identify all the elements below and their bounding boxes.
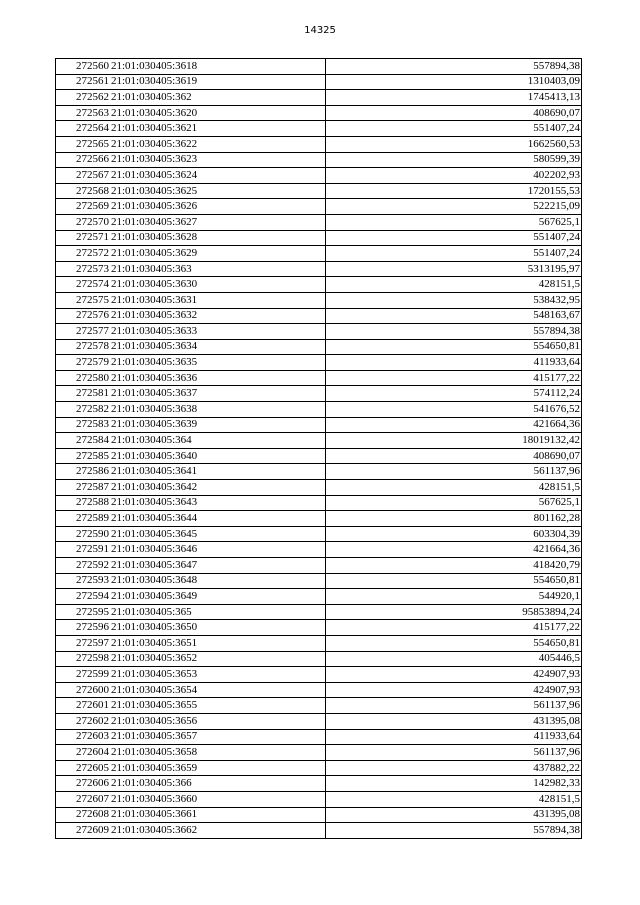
cadastral-value: 421664,36 xyxy=(326,417,582,433)
cadastral-number: 21:01:030405:3625 xyxy=(110,183,326,199)
row-id: 272561 xyxy=(56,74,111,90)
cadastral-number: 21:01:030405:3657 xyxy=(110,729,326,745)
row-id: 272606 xyxy=(56,776,111,792)
cadastral-number: 21:01:030405:3619 xyxy=(110,74,326,90)
row-id: 272588 xyxy=(56,495,111,511)
cadastral-value: 431395,08 xyxy=(326,807,582,823)
cadastral-number: 21:01:030405:3631 xyxy=(110,292,326,308)
cadastral-number: 21:01:030405:3628 xyxy=(110,230,326,246)
cadastral-value: 405446,5 xyxy=(326,651,582,667)
row-id: 272599 xyxy=(56,667,111,683)
cadastral-value: 801162,28 xyxy=(326,511,582,527)
row-id: 272564 xyxy=(56,121,111,137)
cadastral-number: 21:01:030405:3618 xyxy=(110,59,326,75)
table-row xyxy=(56,573,582,589)
cadastral-value: 544920,1 xyxy=(326,589,582,605)
cadastral-value: 1662560,53 xyxy=(326,136,582,152)
cadastral-value: 567625,1 xyxy=(326,214,582,230)
cadastral-value: 411933,64 xyxy=(326,355,582,371)
row-id: 272591 xyxy=(56,542,111,558)
cadastral-number: 21:01:030405:3632 xyxy=(110,308,326,324)
row-id: 272578 xyxy=(56,339,111,355)
table-row xyxy=(56,339,582,355)
cadastral-number: 21:01:030405:3622 xyxy=(110,136,326,152)
row-id: 272562 xyxy=(56,90,111,106)
cadastral-value: 431395,08 xyxy=(326,713,582,729)
cadastral-number: 21:01:030405:3656 xyxy=(110,713,326,729)
cadastral-value: 1720155,53 xyxy=(326,183,582,199)
cadastral-number: 21:01:030405:3642 xyxy=(110,480,326,496)
cadastral-value: 402202,93 xyxy=(326,168,582,184)
table-row xyxy=(56,542,582,558)
table-row xyxy=(56,152,582,168)
cadastral-value: 551407,24 xyxy=(326,246,582,262)
row-id: 272592 xyxy=(56,558,111,574)
row-id: 272576 xyxy=(56,308,111,324)
table-row xyxy=(56,791,582,807)
cadastral-value: 548163,67 xyxy=(326,308,582,324)
cadastral-number: 21:01:030405:3647 xyxy=(110,558,326,574)
table-row xyxy=(56,74,582,90)
row-id: 272596 xyxy=(56,620,111,636)
cadastral-value: 424907,93 xyxy=(326,682,582,698)
row-id: 272569 xyxy=(56,199,111,215)
row-id: 272566 xyxy=(56,152,111,168)
cadastral-value: 574112,24 xyxy=(326,386,582,402)
cadastral-value: 437882,22 xyxy=(326,760,582,776)
cadastral-value: 408690,07 xyxy=(326,105,582,121)
cadastral-number: 21:01:030405:3636 xyxy=(110,370,326,386)
table-row xyxy=(56,620,582,636)
table-row xyxy=(56,214,582,230)
table-row xyxy=(56,745,582,761)
row-id: 272590 xyxy=(56,526,111,542)
table-row xyxy=(56,136,582,152)
table-row xyxy=(56,682,582,698)
table-row xyxy=(56,635,582,651)
cadastral-number: 21:01:030405:3661 xyxy=(110,807,326,823)
table-row xyxy=(56,448,582,464)
table-row xyxy=(56,386,582,402)
table-row xyxy=(56,480,582,496)
table-row xyxy=(56,589,582,605)
table-row xyxy=(56,308,582,324)
cadastral-number: 21:01:030405:3638 xyxy=(110,402,326,418)
cadastral-value: 424907,93 xyxy=(326,667,582,683)
table-row xyxy=(56,59,582,75)
cadastral-value: 554650,81 xyxy=(326,339,582,355)
cadastral-value: 567625,1 xyxy=(326,495,582,511)
row-id: 272586 xyxy=(56,464,111,480)
cadastral-value: 428151,5 xyxy=(326,277,582,293)
table-row xyxy=(56,370,582,386)
row-id: 272605 xyxy=(56,760,111,776)
cadastral-number: 21:01:030405:3653 xyxy=(110,667,326,683)
row-id: 272607 xyxy=(56,791,111,807)
row-id: 272602 xyxy=(56,713,111,729)
row-id: 272560 xyxy=(56,59,111,75)
cadastral-number: 21:01:030405:363 xyxy=(110,261,326,277)
table-row xyxy=(56,807,582,823)
cadastral-value: 554650,81 xyxy=(326,573,582,589)
row-id: 272598 xyxy=(56,651,111,667)
table-row xyxy=(56,261,582,277)
table-row xyxy=(56,168,582,184)
table-row xyxy=(56,355,582,371)
cadastral-number: 21:01:030405:3640 xyxy=(110,448,326,464)
table-row xyxy=(56,604,582,620)
row-id: 272570 xyxy=(56,214,111,230)
cadastral-value: 561137,96 xyxy=(326,745,582,761)
cadastral-number: 21:01:030405:366 xyxy=(110,776,326,792)
cadastral-number: 21:01:030405:3659 xyxy=(110,760,326,776)
table-row xyxy=(56,199,582,215)
cadastral-value: 541676,52 xyxy=(326,402,582,418)
table-row xyxy=(56,417,582,433)
table-row xyxy=(56,277,582,293)
cadastral-number: 21:01:030405:3652 xyxy=(110,651,326,667)
cadastral-value: 418420,79 xyxy=(326,558,582,574)
row-id: 272585 xyxy=(56,448,111,464)
table-row xyxy=(56,433,582,449)
cadastral-value: 580599,39 xyxy=(326,152,582,168)
table-row xyxy=(56,698,582,714)
row-id: 272589 xyxy=(56,511,111,527)
row-id: 272594 xyxy=(56,589,111,605)
cadastral-value: 538432,95 xyxy=(326,292,582,308)
row-id: 272584 xyxy=(56,433,111,449)
row-id: 272567 xyxy=(56,168,111,184)
cadastral-value: 551407,24 xyxy=(326,230,582,246)
cadastral-number: 21:01:030405:3655 xyxy=(110,698,326,714)
cadastral-value: 557894,38 xyxy=(326,59,582,75)
row-id: 272575 xyxy=(56,292,111,308)
cadastral-number: 21:01:030405:3658 xyxy=(110,745,326,761)
table-row xyxy=(56,776,582,792)
row-id: 272603 xyxy=(56,729,111,745)
cadastral-value: 408690,07 xyxy=(326,448,582,464)
row-id: 272597 xyxy=(56,635,111,651)
row-id: 272581 xyxy=(56,386,111,402)
table-row xyxy=(56,495,582,511)
cadastral-value: 415177,22 xyxy=(326,620,582,636)
table-row xyxy=(56,729,582,745)
cadastral-value: 561137,96 xyxy=(326,698,582,714)
table-row xyxy=(56,121,582,137)
row-id: 272573 xyxy=(56,261,111,277)
row-id: 272609 xyxy=(56,823,111,839)
cadastral-value: 142982,33 xyxy=(326,776,582,792)
cadastral-value: 603304,39 xyxy=(326,526,582,542)
table-row xyxy=(56,324,582,340)
cadastral-number: 21:01:030405:3633 xyxy=(110,324,326,340)
cadastral-value: 18019132,42 xyxy=(326,433,582,449)
row-id: 272601 xyxy=(56,698,111,714)
table-row xyxy=(56,183,582,199)
table-row xyxy=(56,90,582,106)
cadastral-number: 21:01:030405:3635 xyxy=(110,355,326,371)
cadastral-number: 21:01:030405:3649 xyxy=(110,589,326,605)
cadastral-number: 21:01:030405:3648 xyxy=(110,573,326,589)
cadastral-number: 21:01:030405:3641 xyxy=(110,464,326,480)
row-id: 272571 xyxy=(56,230,111,246)
table-row xyxy=(56,558,582,574)
table-row xyxy=(56,823,582,839)
table-body xyxy=(56,59,582,839)
cadastral-number: 21:01:030405:3654 xyxy=(110,682,326,698)
row-id: 272563 xyxy=(56,105,111,121)
table-row xyxy=(56,292,582,308)
row-id: 272582 xyxy=(56,402,111,418)
page-number: 14325 xyxy=(304,25,336,36)
cadastral-number: 21:01:030405:3623 xyxy=(110,152,326,168)
cadastral-number: 21:01:030405:3639 xyxy=(110,417,326,433)
cadastral-number: 21:01:030405:3650 xyxy=(110,620,326,636)
row-id: 272580 xyxy=(56,370,111,386)
table-row xyxy=(56,651,582,667)
row-id: 272600 xyxy=(56,682,111,698)
cadastral-value: 1745413,13 xyxy=(326,90,582,106)
row-id: 272568 xyxy=(56,183,111,199)
cadastral-number: 21:01:030405:3624 xyxy=(110,168,326,184)
cadastral-value: 557894,38 xyxy=(326,324,582,340)
cadastral-number: 21:01:030405:3634 xyxy=(110,339,326,355)
table-row xyxy=(56,713,582,729)
table-row xyxy=(56,667,582,683)
cadastral-value: 554650,81 xyxy=(326,635,582,651)
cadastral-value: 551407,24 xyxy=(326,121,582,137)
cadastral-value: 428151,5 xyxy=(326,791,582,807)
row-id: 272579 xyxy=(56,355,111,371)
cadastral-number: 21:01:030405:3627 xyxy=(110,214,326,230)
table-row xyxy=(56,511,582,527)
cadastral-number: 21:01:030405:3637 xyxy=(110,386,326,402)
table-row xyxy=(56,464,582,480)
cadastral-value: 561137,96 xyxy=(326,464,582,480)
cadastral-number: 21:01:030405:362 xyxy=(110,90,326,106)
table-row xyxy=(56,230,582,246)
cadastral-value: 522215,09 xyxy=(326,199,582,215)
table-row xyxy=(56,246,582,262)
cadastral-value: 95853894,24 xyxy=(326,604,582,620)
cadastral-number: 21:01:030405:3626 xyxy=(110,199,326,215)
row-id: 272574 xyxy=(56,277,111,293)
cadastral-number: 21:01:030405:3629 xyxy=(110,246,326,262)
row-id: 272572 xyxy=(56,246,111,262)
table-row xyxy=(56,760,582,776)
cadastral-number: 21:01:030405:3643 xyxy=(110,495,326,511)
row-id: 272577 xyxy=(56,324,111,340)
row-id: 272593 xyxy=(56,573,111,589)
cadastral-number: 21:01:030405:3621 xyxy=(110,121,326,137)
cadastral-number: 21:01:030405:3646 xyxy=(110,542,326,558)
cadastral-value: 1310403,09 xyxy=(326,74,582,90)
table-row xyxy=(56,526,582,542)
cadastral-number: 21:01:030405:3645 xyxy=(110,526,326,542)
cadastral-number: 21:01:030405:365 xyxy=(110,604,326,620)
cadastral-value: 411933,64 xyxy=(326,729,582,745)
table-row xyxy=(56,105,582,121)
row-id: 272595 xyxy=(56,604,111,620)
cadastral-number: 21:01:030405:3644 xyxy=(110,511,326,527)
cadastral-number: 21:01:030405:364 xyxy=(110,433,326,449)
cadastral-number: 21:01:030405:3660 xyxy=(110,791,326,807)
cadastral-value-table xyxy=(55,58,582,839)
cadastral-number: 21:01:030405:3620 xyxy=(110,105,326,121)
cadastral-number: 21:01:030405:3662 xyxy=(110,823,326,839)
table-row xyxy=(56,402,582,418)
cadastral-number: 21:01:030405:3630 xyxy=(110,277,326,293)
row-id: 272587 xyxy=(56,480,111,496)
row-id: 272565 xyxy=(56,136,111,152)
cadastral-number: 21:01:030405:3651 xyxy=(110,635,326,651)
cadastral-value: 557894,38 xyxy=(326,823,582,839)
cadastral-value: 5313195,97 xyxy=(326,261,582,277)
cadastral-value: 421664,36 xyxy=(326,542,582,558)
row-id: 272583 xyxy=(56,417,111,433)
row-id: 272604 xyxy=(56,745,111,761)
row-id: 272608 xyxy=(56,807,111,823)
cadastral-value: 415177,22 xyxy=(326,370,582,386)
cadastral-value: 428151,5 xyxy=(326,480,582,496)
